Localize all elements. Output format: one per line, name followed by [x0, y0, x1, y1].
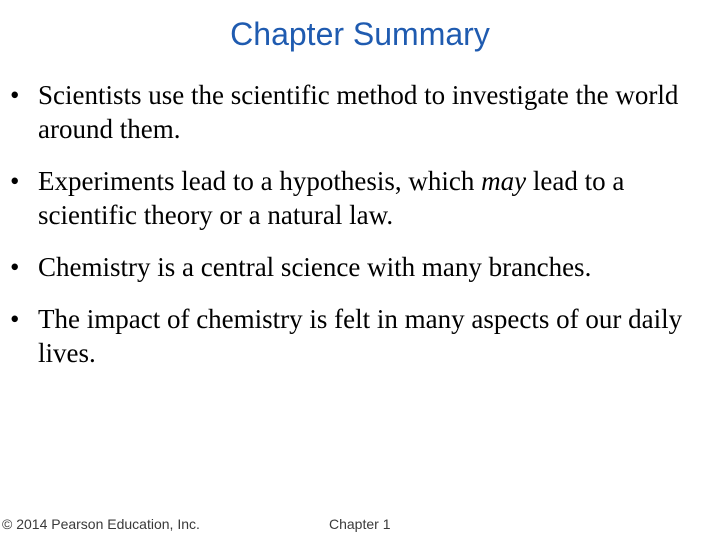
bullet-text-1: Scientists use the scientific method to investigate the world around them.	[38, 80, 679, 144]
bullet-item-4	[8, 302, 708, 370]
bullet-marker: •	[10, 80, 20, 110]
bullet-item-2	[8, 164, 708, 232]
slide-title	[0, 14, 720, 54]
bullet-item-3	[8, 250, 708, 284]
slide-title-text: Chapter Summary	[230, 16, 490, 52]
bullet-marker: •	[10, 166, 20, 196]
bullet-list	[8, 78, 708, 388]
bullet-text-2-before: Experiments lead to a hypothesis, which	[38, 166, 482, 196]
bullet-text-3: Chemistry is a central science with many branches.	[38, 252, 592, 282]
bullet-marker: •	[10, 304, 20, 334]
bullet-text-4: The impact of chemistry is felt in many aspects of our daily lives.	[38, 304, 683, 368]
footer-copyright: © 2014 Pearson Education, Inc.	[2, 516, 200, 532]
bullet-text-2-after: lead to a scientific theory or a natural law.	[38, 166, 625, 230]
bullet-marker: •	[10, 252, 20, 282]
footer-chapter-label: Chapter 1	[329, 516, 391, 532]
bullet-item-1	[8, 78, 708, 146]
bullet-text-2-emphasis: may	[481, 166, 527, 196]
